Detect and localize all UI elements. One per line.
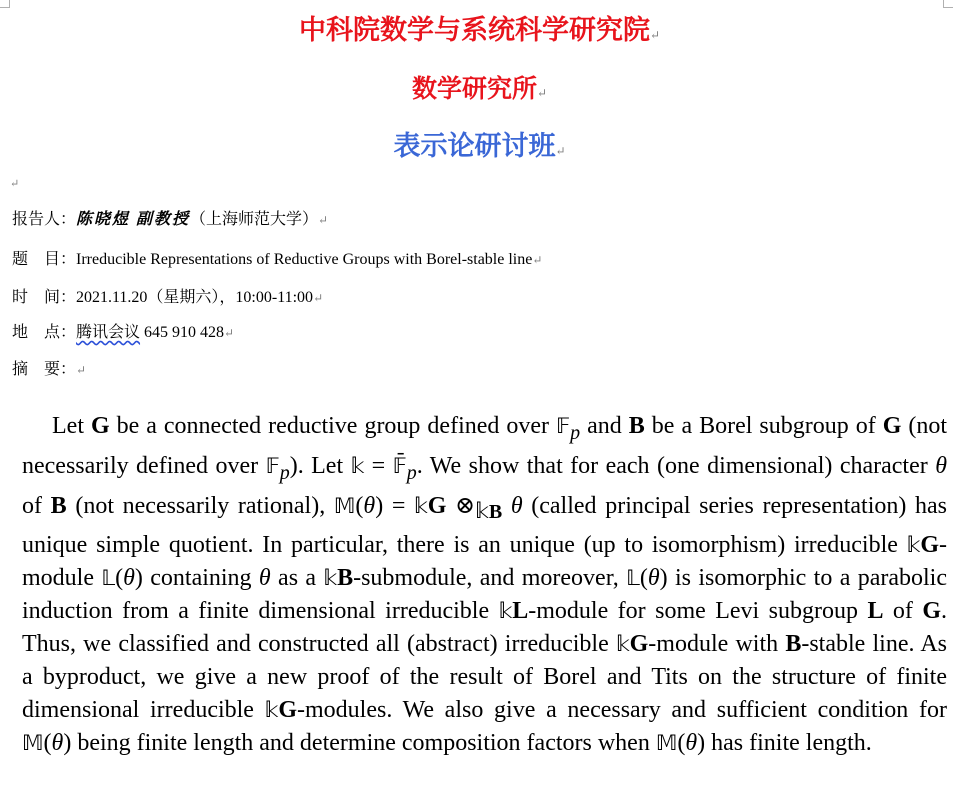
place-app: 腾讯会议 xyxy=(76,324,141,341)
seminar-heading: 表示论研讨班↵ xyxy=(393,131,566,162)
meeting-id: 645 910 428 xyxy=(144,324,225,341)
place-label: 地 点： xyxy=(12,324,77,341)
speaker-affiliation: （上海师范大学） xyxy=(190,211,319,228)
time-label: 时 间： xyxy=(12,289,77,306)
title-heading: 中科院数学与系统科学研究院↵ xyxy=(298,15,661,46)
abstract-text: Let G be a connected reductive group defined over 𝔽$_p$ and B be a Borel subgroup of G (not necessarily defined over 𝔽$_p$). Let 𝕜 = $𝔽̄_p$. We show that for each (one dimensional) character θ of B (not necessarily rational), 𝕄(θ) = 𝕜G $\otimes_{𝕜B}$ θ (called principal series representation) has unique simple quotient. In particular, there is an unique (up to isomorphism) irreducible 𝕜G-module 𝕃(θ) containing θ as a 𝕜B-submodule, and moreover, 𝕃(θ) is isomorphic to a parabolic induction from a finite dimensional irreducible 𝕜L-module for some Levi subgroup L of G. Thus, we classified and constructed all (abstract) irreducible 𝕜G-module with B-stable line. As a byproduct, we give a new proof of the result of Borel and Tits on the structure of finite dimensional irreducible 𝕜G-modules. We also give a necessary and sufficient condition for 𝕄(θ) being finite length and determine composition factors when 𝕄(θ) has finite length. xyxy=(22,413,948,757)
page-corner-mark-right xyxy=(943,0,953,8)
speaker-label: 报告人： xyxy=(12,211,77,228)
page-corner-mark-left xyxy=(0,0,10,8)
time-row: 时 间：2021.11.20（星期六），10:00-11:00↵ xyxy=(12,289,324,306)
speaker-row: 报告人：陈晓煜 副教授（上海师范大学）↵ xyxy=(12,211,329,228)
topic-value: Irreducible Representations of Reductive Groups with Borel-stable line xyxy=(76,251,533,268)
time-value: 2021.11.20（星期六），10:00-11:00 xyxy=(76,289,314,306)
topic-row: 题 目：Irreducible Representations of Reductive Groups with Borel-stable line↵ xyxy=(12,251,543,268)
empty-paragraph-mark: ↵ xyxy=(10,177,20,190)
topic-label: 题 目： xyxy=(12,251,77,268)
speaker-name: 陈晓煜 副教授 xyxy=(76,211,191,228)
abstract-label-row: 摘 要：↵ xyxy=(12,361,87,378)
place-row: 地 点：腾讯会议 645 910 428↵ xyxy=(12,324,235,341)
abstract-label: 摘 要： xyxy=(12,361,77,378)
institute-heading: 数学研究所↵ xyxy=(411,74,548,103)
